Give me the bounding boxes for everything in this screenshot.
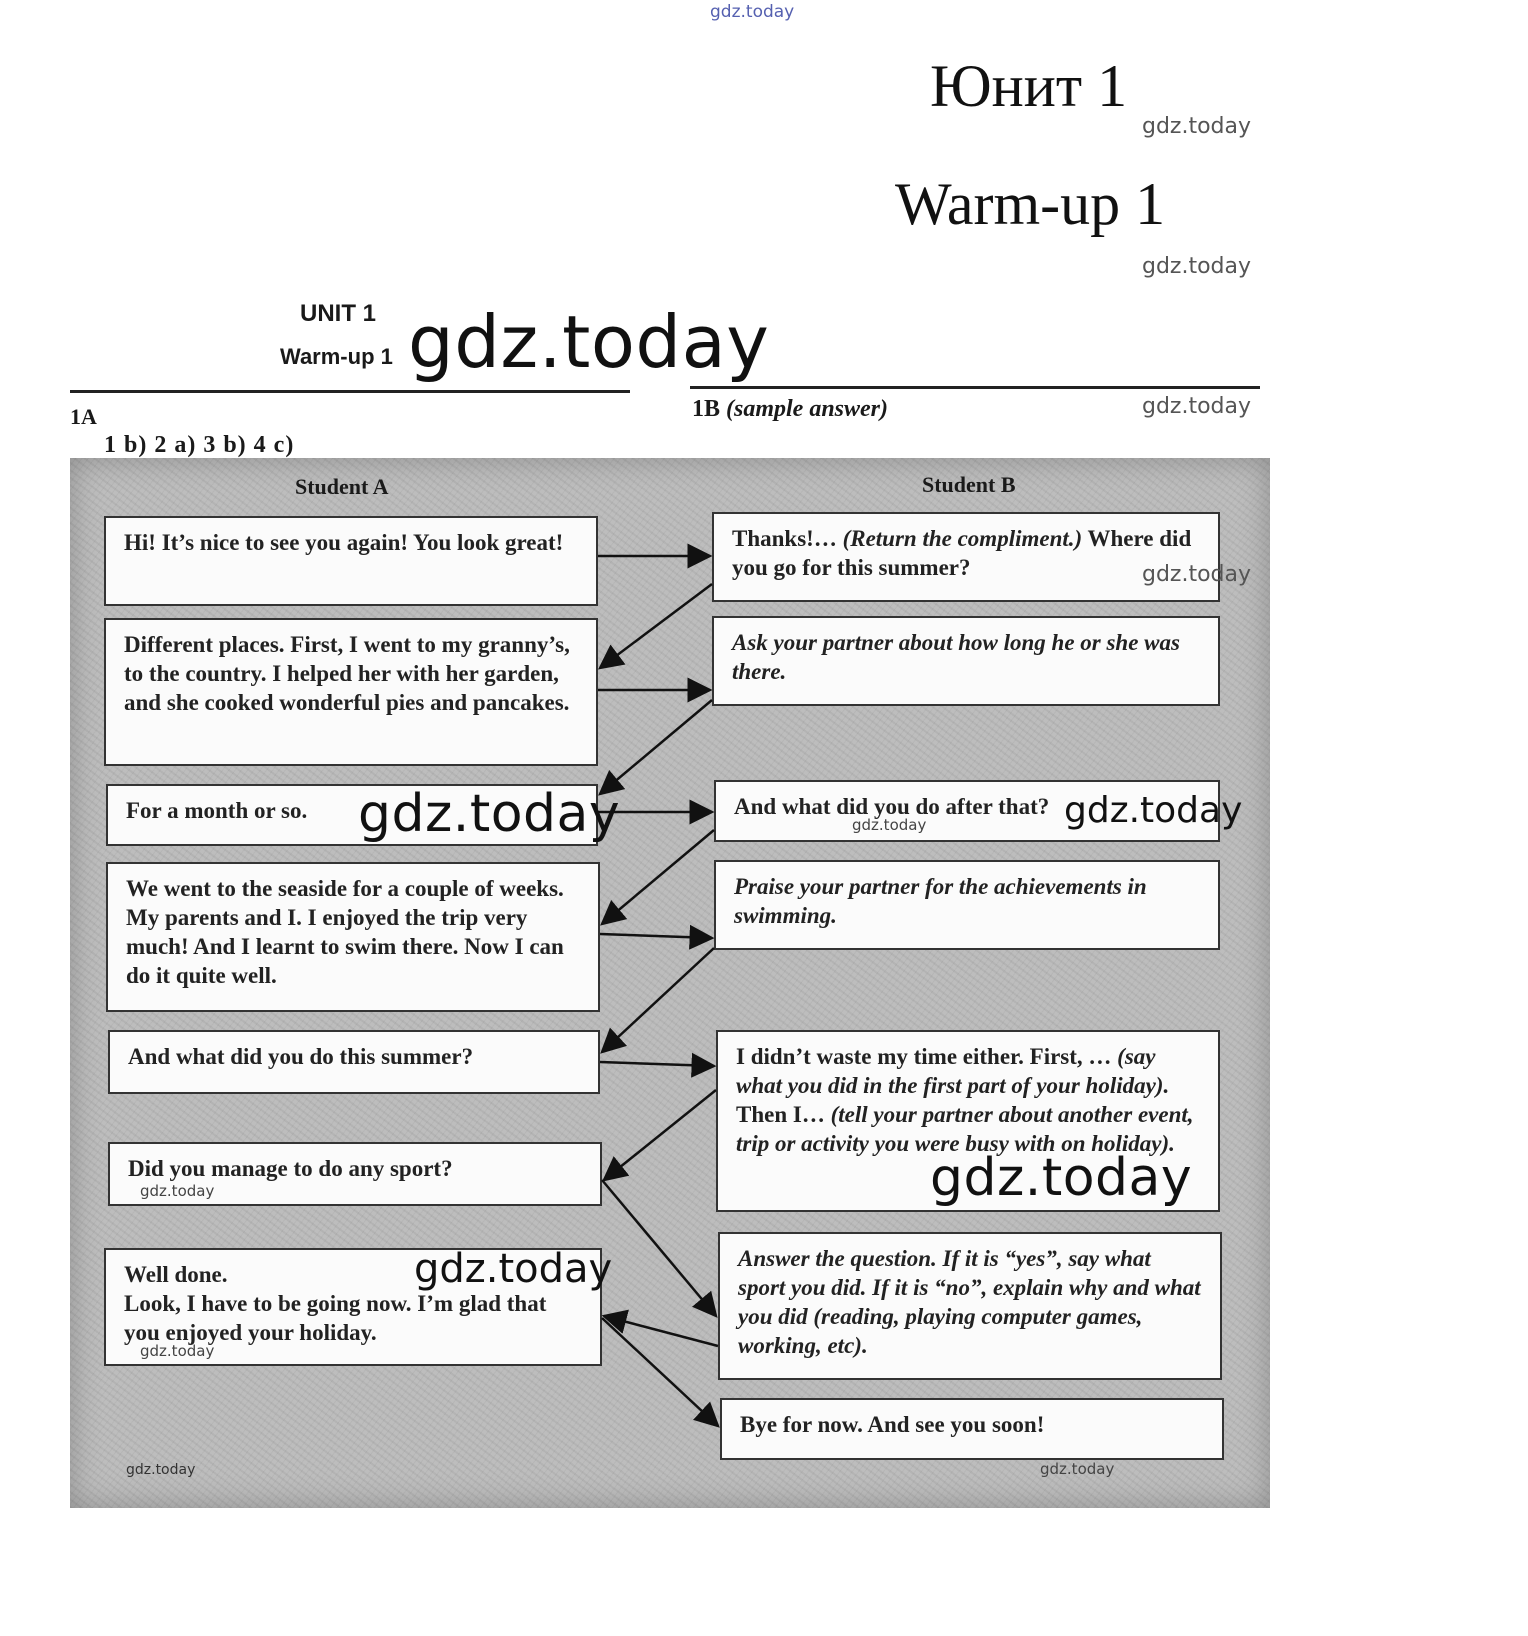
student-b-line-3: And what did you do after that?	[714, 780, 1220, 842]
student-b-line-1-text: Thanks!…	[732, 526, 843, 551]
student-b-line-6: Answer the question. If it is “yes”, say what sport you did. If it is “no”, explain why and what you did (reading, playing computer games, working, etc).	[718, 1232, 1222, 1380]
student-b-line-2: Ask your partner about how long he or she was there.	[712, 616, 1220, 706]
arrow-a5-to-b5	[600, 1062, 714, 1066]
arrow-a4-to-b4	[600, 934, 712, 938]
watermark-right-2: gdz.today	[1142, 254, 1252, 279]
watermark-box-b5: gdz.today	[930, 1148, 1193, 1208]
watermark-box-a3: gdz.today	[358, 784, 621, 844]
watermark-box-a6: gdz.today	[140, 1182, 215, 1200]
student-a-line-6: Did you manage to do any sport?	[108, 1142, 602, 1206]
arrow-b5-to-a6	[604, 1090, 716, 1180]
scan-unit-label: UNIT 1	[300, 300, 377, 327]
student-a-line-4: We went to the seaside for a couple of weeks. My parents and I. I enjoyed the trip very much! And I learnt to swim there. Now I can do it quite well.	[106, 862, 600, 1012]
watermark-top: gdz.today	[710, 2, 795, 22]
watermark-box-b3: gdz.today	[1064, 790, 1243, 831]
student-b-line-1-tail: Where did you go for this summer?	[732, 526, 1192, 580]
watermark-right-3: gdz.today	[1142, 394, 1252, 419]
page-title-ru: Юнит 1	[930, 53, 1128, 119]
arrow-a6-to-b6	[602, 1180, 716, 1316]
watermark-box-b1: gdz.today	[1142, 562, 1252, 587]
watermark-box-b3-tiny: gdz.today	[852, 816, 927, 834]
student-b-line-5-text-2: Then I…	[736, 1102, 831, 1127]
student-a-line-7: Well done. Look, I have to be going now. I’m glad that you enjoyed your holiday.	[104, 1248, 602, 1366]
student-b-line-5-text: I didn’t waste my time either. First, …	[736, 1044, 1118, 1069]
page-subtitle-en: Warm-up 1	[895, 171, 1166, 237]
student-a-line-3: For a month or so.	[106, 784, 598, 846]
arrow-a7-to-b7	[602, 1318, 718, 1426]
scan-warmup-label: Warm-up 1	[280, 344, 393, 369]
student-b-line-5-instruction-2: (tell your partner about another event, trip or activity you were busy with on holiday).	[736, 1102, 1194, 1156]
watermark-box-a7: gdz.today	[414, 1246, 613, 1292]
arrow-b1-to-a2	[600, 584, 712, 668]
student-b-line-4: Praise your partner for the achievements in swimming.	[714, 860, 1220, 950]
student-a-line-2: Different places. First, I went to my granny’s, to the country. I helped her with her garden, and she cooked wonderful pies and pancakes.	[104, 618, 598, 766]
watermark-right-1: gdz.today	[1142, 114, 1252, 139]
student-a-line-1: Hi! It’s nice to see you again! You look great!	[104, 516, 598, 606]
student-b-heading: Student B	[922, 472, 1016, 497]
section-1b-note: (sample answer)	[726, 396, 889, 422]
arrow-b3-to-a4	[602, 830, 714, 924]
answers-1a: 1 b) 2 a) 3 b) 4 c)	[104, 432, 295, 458]
section-1a-label: 1A	[70, 404, 97, 429]
student-b-line-5-instruction-1: (say what you did in the first part of your holiday).	[736, 1044, 1170, 1098]
watermark-panel-left: gdz.today	[126, 1462, 196, 1478]
arrow-b6-to-a7	[604, 1316, 718, 1346]
arrow-b2-to-a3	[600, 700, 712, 794]
watermark-panel-right: gdz.today	[1040, 1460, 1115, 1478]
student-b-line-7: Bye for now. And see you soon!	[720, 1398, 1224, 1460]
student-b-line-1-instruction: (Return the compliment.)	[842, 526, 1083, 551]
section-1b-number: 1B	[692, 396, 721, 422]
watermark-box-a7-small: gdz.today	[140, 1342, 215, 1360]
student-a-heading: Student A	[295, 474, 389, 499]
arrow-b4-to-a5	[602, 948, 714, 1052]
watermark-big-header: gdz.today	[408, 300, 770, 384]
student-a-line-5: And what did you do this summer?	[108, 1030, 600, 1094]
